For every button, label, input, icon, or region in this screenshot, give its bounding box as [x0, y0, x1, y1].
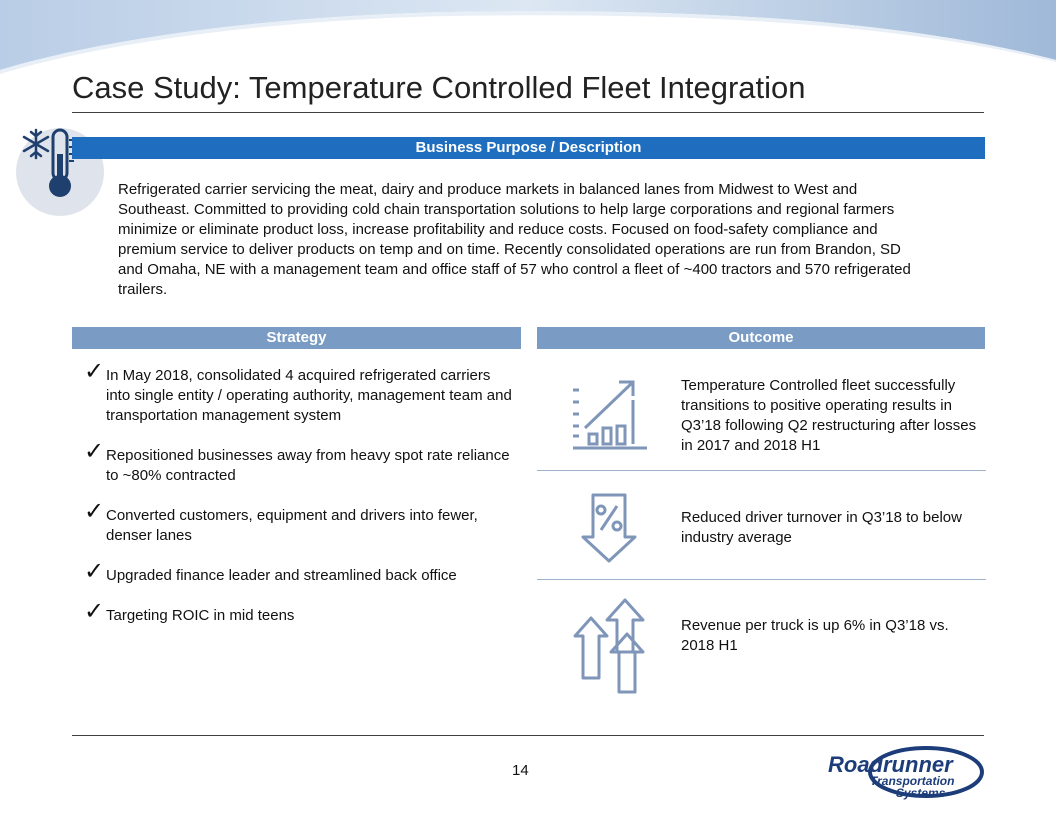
header-swoosh — [0, 0, 1056, 130]
checkmark-icon: ✓ — [84, 558, 105, 585]
page-number: 14 — [512, 762, 529, 779]
checkmark-icon: ✓ — [84, 598, 105, 625]
outcome-text: Reduced driver turnover in Q3’18 to below industry average — [681, 509, 962, 546]
up-arrows-icon — [569, 594, 649, 696]
strategy-item — [84, 358, 514, 426]
strategy-item-text: Upgraded finance leader and streamlined back office — [106, 567, 457, 584]
outcome-text: Temperature Controlled fleet successfully transitions to positive operating results in Q3’18 following Q2 restructuring after losses in 2017 and 2018 H1 — [681, 377, 977, 454]
strategy-item — [84, 558, 514, 586]
outcome-row — [537, 471, 985, 579]
title-divider — [72, 112, 984, 113]
growth-chart-icon — [567, 378, 657, 454]
logo-line3: Systems — [896, 786, 946, 800]
business-purpose-text: Refrigerated carrier servicing the meat, dairy and produce markets in balanced lanes from Midwest to West and Southeast. Committed to providing cold chain transportation solutions to help large corporations and regional farmers minimize or eliminate product loss, increase profitability and reduce costs. Focused on food-safety compliance and premium service to deliver products on temp and on time. Recently consolidated operations are run from Brandon, SD and Omaha, NE with a management team and office staff of 57 who control a fleet of ~400 tractors and 570 refrigerated trailers. — [118, 181, 911, 298]
strategy-header: Strategy — [72, 327, 521, 349]
strategy-item-text: Targeting ROIC in mid teens — [106, 607, 295, 624]
percent-down-arrow-icon — [579, 493, 639, 565]
strategy-item-text: Repositioned businesses away from heavy spot rate reliance to ~80% contracted — [106, 447, 510, 484]
strategy-item — [84, 438, 514, 486]
page-title: Case Study: Temperature Controlled Fleet Integration — [72, 70, 806, 105]
checkmark-icon: ✓ — [84, 498, 105, 525]
outcome-header: Outcome — [537, 327, 985, 349]
checkmark-icon: ✓ — [84, 438, 105, 465]
strategy-item — [84, 598, 514, 626]
strategy-list — [84, 358, 514, 646]
strategy-item-text: In May 2018, consolidated 4 acquired refrigerated carriers into single entity / operating authority, management team and transportation management system — [106, 367, 512, 424]
logo-line2: Transportation — [870, 774, 955, 788]
checkmark-icon: ✓ — [84, 358, 105, 385]
outcome-row — [537, 360, 985, 470]
business-purpose-header: Business Purpose / Description — [72, 137, 985, 159]
footer-divider — [72, 735, 984, 736]
strategy-item — [84, 498, 514, 546]
outcome-row — [537, 580, 985, 700]
roadrunner-logo — [826, 744, 986, 802]
strategy-item-text: Converted customers, equipment and drivers into fewer, denser lanes — [106, 507, 478, 544]
outcome-text: Revenue per truck is up 6% in Q3’18 vs. 2018 H1 — [681, 617, 949, 654]
logo-line1: Roadrunner — [828, 752, 953, 777]
